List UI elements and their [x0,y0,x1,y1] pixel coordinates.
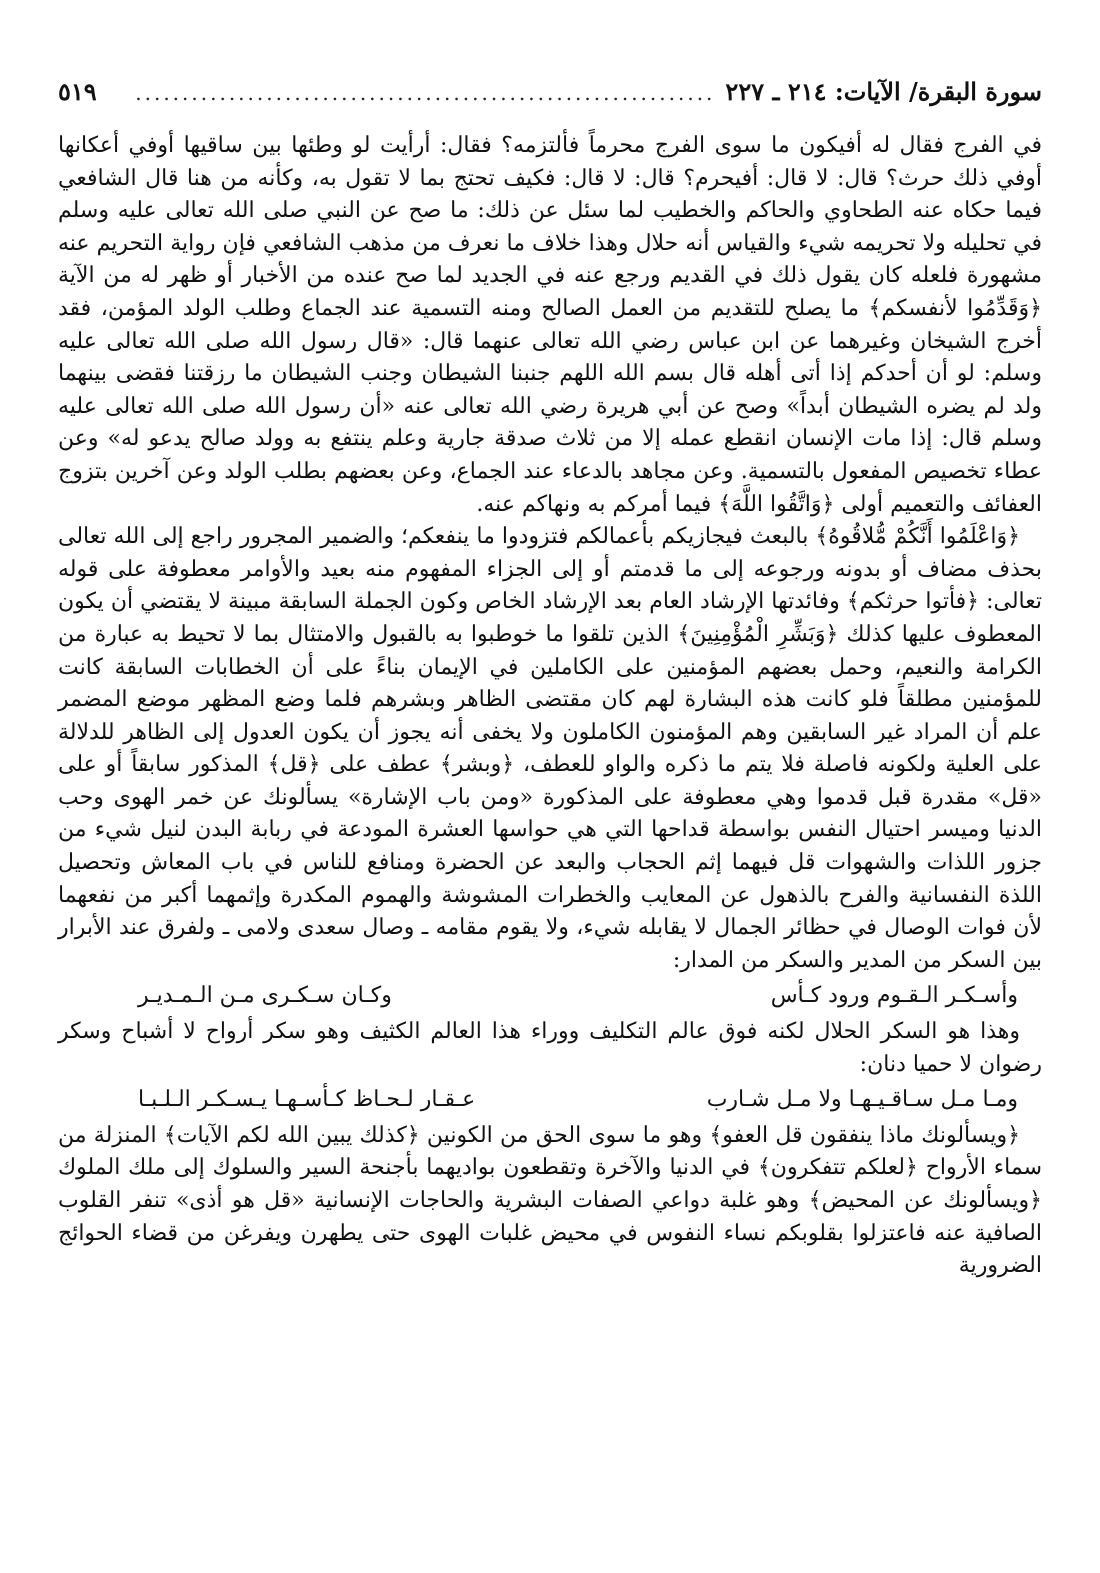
verse-first-hemistich: ومـا مـل سـاقـيـهـا ولا مـل شـارب [706,1087,1018,1113]
verse-second-hemistich: وكـان سـكـرى مـن الـمـديـر [138,983,392,1009]
header-title: سورة البقرة/ الآيات: ٢١٤ ـ ٢٢٧ [725,77,1042,106]
poem-verse [58,1081,1042,1120]
paragraph: وهذا هو السكر الحلال لكنه فوق عالم التكليف ووراء هذا العالم الكثيف وهو سكر أرواح لا أشباح وسكر رضوان لا حميا دنان: [58,1019,1042,1077]
book-page [58,70,1042,1560]
verse-first-hemistich: وأسـكـر الـقـوم ورود كـأس [770,983,1018,1009]
poem-verse [58,977,1042,1016]
header-dot-leader: .............................................................. [135,81,716,105]
paragraph: ﴿ويسألونك ماذا ينفقون قل العفو﴾ وهو ما سوى الحق من الكونين ﴿كذلك يبين الله لكم الآيات﴾ المنزلة من سماء الأرواح ﴿لعلكم تتفكرون﴾ في الدنيا والآخرة وتقطعون بواديهما بأجنحة السير والسلوك إلى ملك الملوك ﴿ويسألونك عن المحيض﴾ وهو غلبة دواعي الصفات البشرية والحاجات الإنسانية «قل هو أذى» تنفر القلوب الصافية عنه فاعتزلوا بقلوبكم نساء النفوس في محيض غلبات الهوى حتى يطهرن ويفرغن من قضاء الحوائج الضرورية [58,1122,1042,1279]
paragraph: في الفرج فقال له أفيكون ما سوى الفرج محرماً فألتزمه؟ فقال: أرأيت لو وطئها بين ساقيها أوفي أعكانها أوفي ذلك حرث؟ قال: لا قال: أفيحرم؟ قال: لا قال: فكيف تحتج بما لا تقول به، وكأنه من هنا قال الشافعي فيما حكاه عنه الطحاوي والحاكم والخطيب لما سئل عن ذلك: ما صح عن النبي صلى الله تعالى عليه وسلم في تحليله ولا تحريمه شيء والقياس أنه حلال وهذا خلاف ما نعرف من مذهب الشافعي فإن رواية التحريم عنه مشهورة فلعله كان يقول ذلك في القديم ورجع عنه في الجديد لما صح عنده من الأخبار أو ظهر له من الآية ﴿وَقَدِّمُوا لأنفسكم﴾ ما يصلح للتقديم من العمل الصالح ومنه التسمية عند الجماع وطلب الولد المؤمن، فقد أخرج الشيخان وغيرهما عن ابن عباس رضي الله تعالى عنهما قال: «قال رسول الله صلى الله تعالى عليه وسلم: لو أن أحدكم إذا أتى أهله قال بسم الله اللهم جنبنا الشيطان وجنب الشيطان ما رزقتنا فقضى بينهما ولد لم يضره الشيطان أبداً» وصح عن أبي هريرة رضي الله تعالى عنه «أن رسول الله صلى الله تعالى عليه وسلم قال: إذا مات الإنسان انقطع عمله إلا من ثلاث صدقة جارية وعلم ينتفع به وولد صالح يدعو له» وعن عطاء تخصيص المفعول بالتسمية. وعن مجاهد بالدعاء عند الجماع، وعن بعضهم بطلب الولد وعن آخرين بتزوج العفائف والتعميم أولى ﴿وَاتَّقُوا اللَّهَ﴾ فيما أمركم به ونهاكم عنه. [58,133,1043,517]
running-header [58,70,1042,114]
page-number: ٥١٩ [58,77,97,106]
verse-second-hemistich: عـقـار لـحـاظ كـأسـهـا يـسـكـر الـلـبـا [138,1087,476,1113]
page-body [58,130,1042,1283]
paragraph: ﴿وَاعْلَمُوا أَنَّكُمْ مُّلاقُوهُ﴾ بالبعث فيجازيكم بأعمالكم فتزودوا ما ينفعكم؛ والضمير المجرور راجع إلى الله تعالى بحذف مضاف أو بدونه ورجوعه إلى ما قدمتم أو إلى الجزاء المفهوم منه بعيد والأوامر معطوفة على قوله تعالى: ﴿فأتوا حرثكم﴾ وفائدتها الإرشاد العام بعد الإرشاد الخاص وكون الجملة السابقة مبينة لا يقتضي أن يكون المعطوف عليها كذلك ﴿وَبَشِّرِ الْمُؤْمِنِينَ﴾ الذين تلقوا ما خوطبوا به بالقبول والامتثال بما لا تحيط به عبارة من الكرامة والنعيم، وحمل بعضهم المؤمنين على الكاملين في الإيمان بناءً على أن الخطابات السابقة كانت للمؤمنين مطلقاً فلو كانت هذه البشارة لهم كان مقتضى الظاهر وبشرهم فلما وضع المظهر موضع المضمر علم أن المراد غير السابقين وهم المؤمنون الكاملون ولا يخفى أنه يجوز أن يكون العدول إلى الظاهر للدلالة على العلية ولكونه فاصلة فلا يتم ما ذكره والواو للعطف، ﴿وبشر﴾ عطف على ﴿قل﴾ المذكور سابقاً أو على «قل» مقدرة قبل قدموا وهي معطوفة على المذكورة «ومن باب الإشارة» يسألونك عن خمر الهوى وحب الدنيا وميسر احتيال النفس بواسطة قداحها التي هي حواسها العشرة المودعة في ربابة البدن لنيل شيء من جزور اللذات والشهوات قل فيهما إثم الحجاب والبعد عن الحضرة ومنافع للناس في باب المعاش وتحصيل اللذة النفسانية والفرح بالذهول عن المعايب والخطرات المشوشة والهموم المكدرة وإثمهما أكبر من نفعهما لأن فوات الوصال في حظائر الجمال لا يقابله شيء، ولا يقوم مقامه ـ وصال سعدى ولامى ـ ولفرق عند الأبرار بين السكر من المدير والسكر من المدار: [58,524,1042,973]
